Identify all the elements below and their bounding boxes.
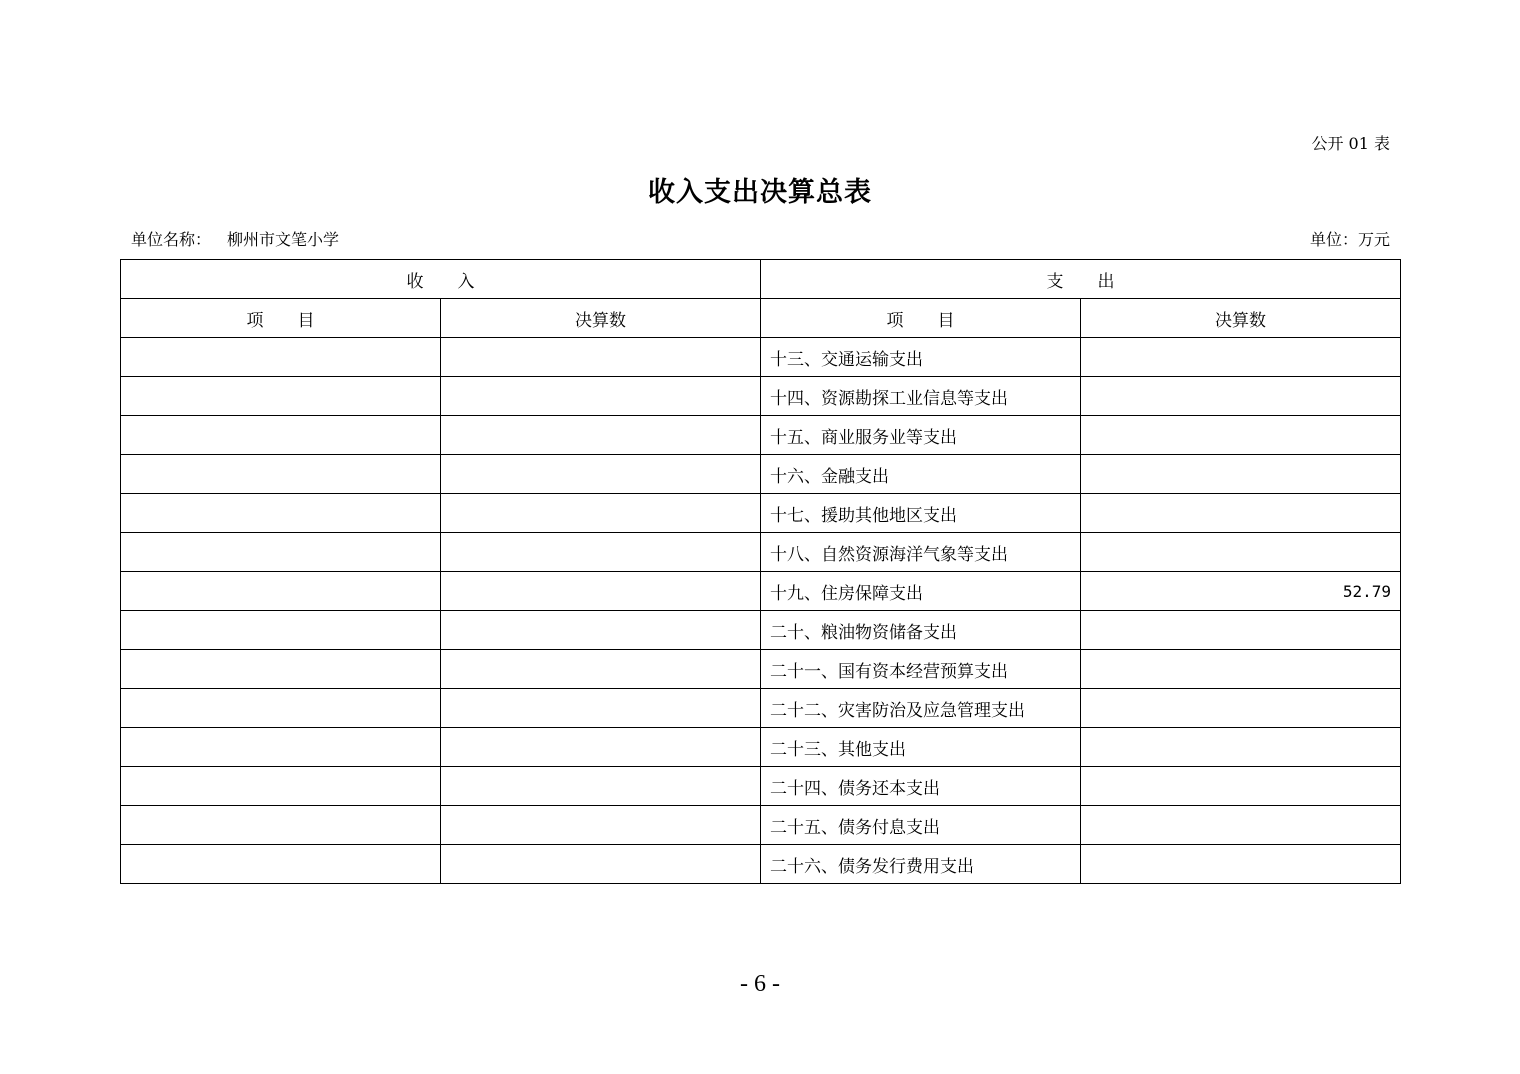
table-row — [121, 533, 1401, 572]
income-item-cell — [121, 650, 441, 689]
table-row — [121, 845, 1401, 884]
income-amount-cell — [441, 689, 761, 728]
expense-item-cell: 二十三、其他支出 — [761, 728, 1081, 767]
unit-name: 柳州市文笔小学 — [227, 230, 340, 249]
expense-amount-cell — [1081, 455, 1401, 494]
currency-unit: 单位：万元 — [1309, 230, 1390, 249]
expense-item-cell: 十五、商业服务业等支出 — [761, 416, 1081, 455]
income-amount-cell — [441, 494, 761, 533]
expense-item-cell: 十六、金融支出 — [761, 455, 1081, 494]
table-row — [121, 338, 1401, 377]
income-amount-cell — [441, 338, 761, 377]
table-row — [121, 650, 1401, 689]
expense-amount-cell — [1081, 533, 1401, 572]
income-amount-cell — [441, 377, 761, 416]
table-row — [121, 728, 1401, 767]
page-title: 收入支出决算总表 — [648, 177, 872, 208]
expense-item-cell: 二十二、灾害防治及应急管理支出 — [761, 689, 1081, 728]
income-amount-cell — [441, 572, 761, 611]
form-number: 公开 01 表 — [1311, 134, 1390, 153]
expense-amount-cell — [1081, 611, 1401, 650]
income-item-cell — [121, 806, 441, 845]
expense-amount-header: 决算数 — [1081, 299, 1401, 338]
table-row — [121, 806, 1401, 845]
expense-amount-cell — [1081, 377, 1401, 416]
income-amount-cell — [441, 455, 761, 494]
income-item-cell — [121, 377, 441, 416]
table-body — [121, 260, 1401, 884]
page-number: - 6 - — [740, 971, 780, 997]
expense-amount-cell: 52.79 — [1081, 572, 1401, 611]
income-item-cell — [121, 611, 441, 650]
unit-info — [131, 229, 339, 251]
income-section-header: 收 入 — [121, 260, 761, 299]
expense-amount-cell — [1081, 845, 1401, 884]
expense-item-cell: 二十四、债务还本支出 — [761, 767, 1081, 806]
income-item-cell — [121, 845, 441, 884]
expense-item-cell: 十八、自然资源海洋气象等支出 — [761, 533, 1081, 572]
expense-amount-cell — [1081, 416, 1401, 455]
expense-item-cell: 十七、援助其他地区支出 — [761, 494, 1081, 533]
income-item-cell — [121, 728, 441, 767]
table-row — [121, 377, 1401, 416]
income-expense-table — [120, 259, 1401, 884]
table-row — [121, 767, 1401, 806]
expense-amount-cell — [1081, 494, 1401, 533]
income-item-cell — [121, 689, 441, 728]
table-row — [121, 611, 1401, 650]
expense-amount-cell — [1081, 728, 1401, 767]
expense-item-cell: 十三、交通运输支出 — [761, 338, 1081, 377]
income-item-cell — [121, 338, 441, 377]
expense-amount-cell — [1081, 689, 1401, 728]
income-item-header: 项 目 — [121, 299, 441, 338]
income-amount-header: 决算数 — [441, 299, 761, 338]
expense-amount-cell — [1081, 650, 1401, 689]
expense-item-cell: 十九、住房保障支出 — [761, 572, 1081, 611]
expense-item-cell: 二十五、债务付息支出 — [761, 806, 1081, 845]
table-row — [121, 494, 1401, 533]
expense-amount-cell — [1081, 767, 1401, 806]
income-item-cell — [121, 572, 441, 611]
income-item-cell — [121, 494, 441, 533]
income-amount-cell — [441, 728, 761, 767]
section-header-row — [121, 260, 1401, 299]
income-amount-cell — [441, 845, 761, 884]
column-header-row — [121, 299, 1401, 338]
expense-item-cell: 二十一、国有资本经营预算支出 — [761, 650, 1081, 689]
expense-section-header: 支 出 — [761, 260, 1401, 299]
income-amount-cell — [441, 533, 761, 572]
table-row — [121, 455, 1401, 494]
income-item-cell — [121, 767, 441, 806]
unit-label: 单位名称： — [131, 230, 212, 249]
table-row — [121, 572, 1401, 611]
income-amount-cell — [441, 416, 761, 455]
table-row — [121, 416, 1401, 455]
expense-item-cell: 二十六、债务发行费用支出 — [761, 845, 1081, 884]
expense-item-cell: 二十、粮油物资储备支出 — [761, 611, 1081, 650]
expense-amount-cell — [1081, 806, 1401, 845]
income-amount-cell — [441, 806, 761, 845]
income-amount-cell — [441, 611, 761, 650]
expense-item-cell: 十四、资源勘探工业信息等支出 — [761, 377, 1081, 416]
income-amount-cell — [441, 767, 761, 806]
income-amount-cell — [441, 650, 761, 689]
income-item-cell — [121, 533, 441, 572]
income-item-cell — [121, 455, 441, 494]
income-item-cell — [121, 416, 441, 455]
table-row — [121, 689, 1401, 728]
expense-item-header: 项 目 — [761, 299, 1081, 338]
expense-amount-cell — [1081, 338, 1401, 377]
